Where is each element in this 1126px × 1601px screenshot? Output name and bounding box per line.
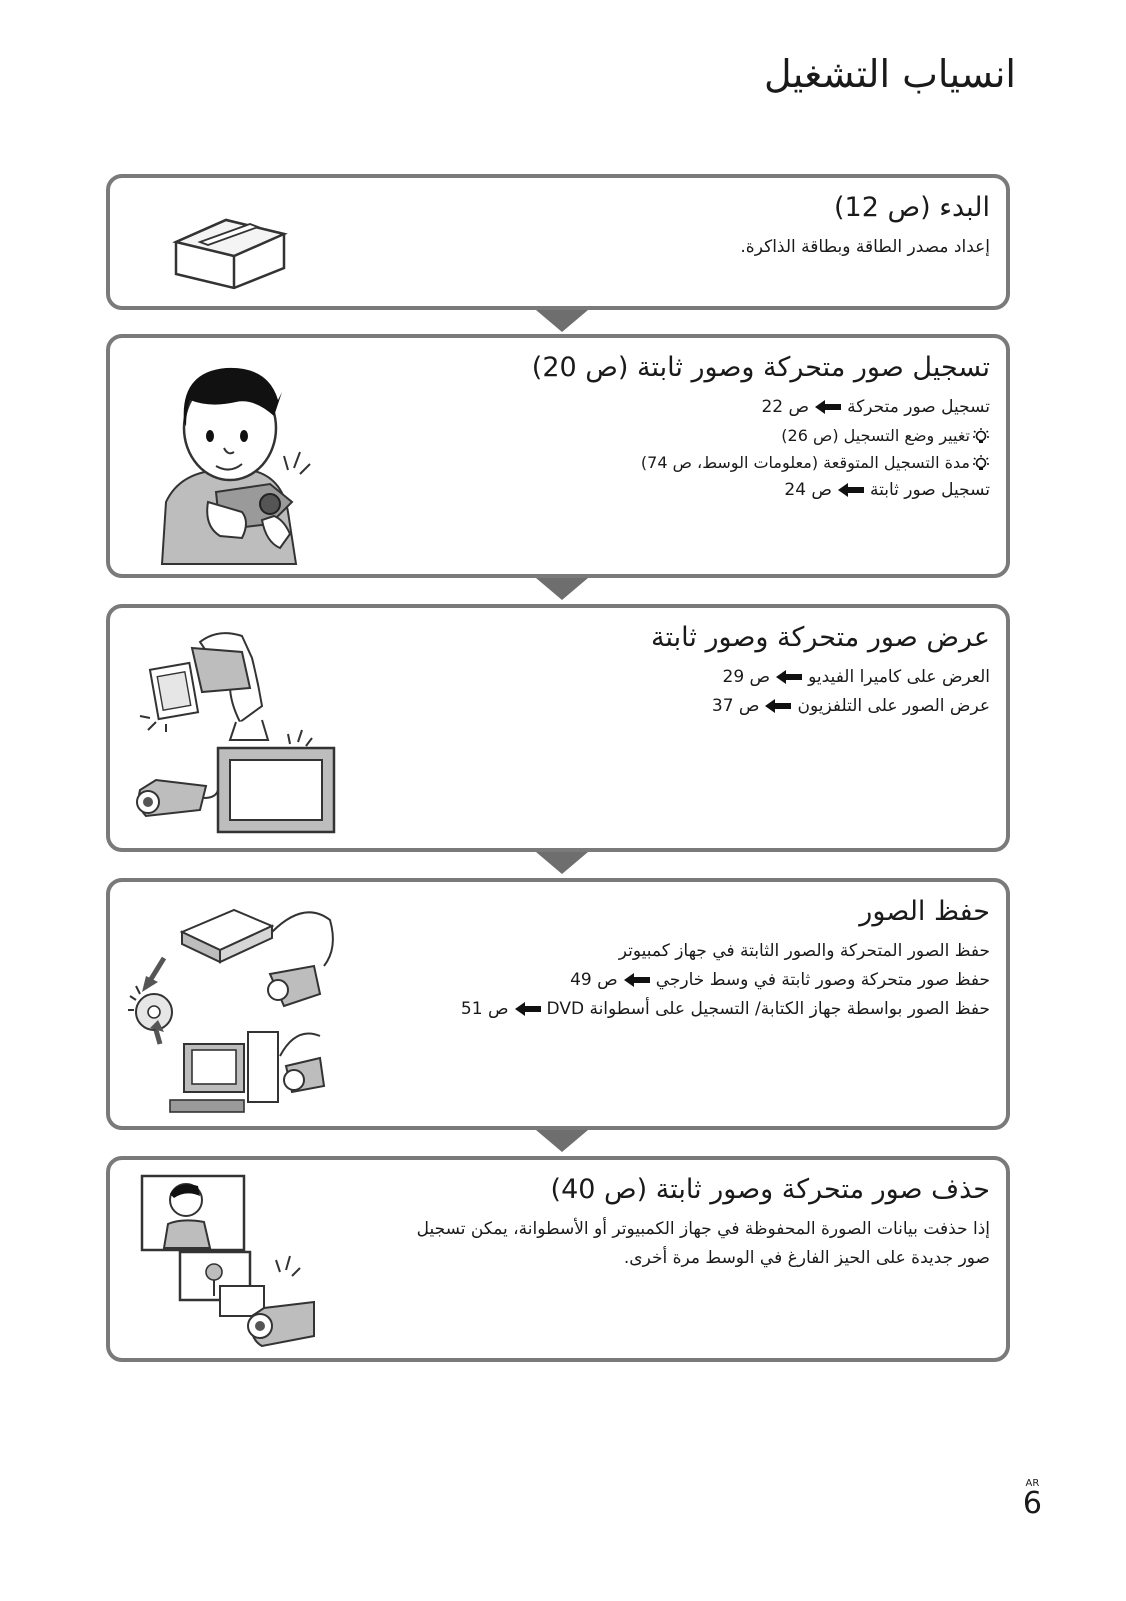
section-line: حفظ الصور بواسطة جهاز الكتابة/ التسجيل على أسطوانة DVDص 51: [460, 999, 990, 1019]
left-arrow-icon: [515, 1002, 541, 1016]
lightbulb-tip-icon: [972, 427, 990, 447]
section-heading: حذف صور متحركة وصور ثابتة (ص 40): [550, 1174, 990, 1205]
left-arrow-icon: [776, 670, 802, 684]
section-line: عرض الصور على التلفزيونص 37: [711, 696, 990, 716]
save-devices-icon: [124, 896, 344, 1114]
left-arrow-icon: [765, 699, 791, 713]
camcorder-tv-icon: [130, 622, 340, 838]
left-arrow-icon: [624, 973, 650, 987]
section-saving: [106, 878, 1010, 1130]
section-getting-started: [106, 174, 1010, 310]
section-viewing: [106, 604, 1010, 852]
page-title: انسياب التشغيل: [763, 52, 1016, 96]
section-line: العرض على كاميرا الفيديوص 29: [722, 667, 990, 687]
flow-arrow: [536, 578, 588, 600]
section-line: تسجيل صور ثابتةص 24: [784, 480, 990, 500]
section-line: تغيير وضع التسجيل (ص 26): [532, 422, 990, 449]
section-heading: حفظ الصور: [859, 896, 990, 927]
flow-arrow: [536, 852, 588, 874]
section-heading: عرض صور متحركة وصور ثابتة: [651, 622, 990, 653]
left-arrow-icon: [815, 400, 841, 414]
page-number: [1023, 1478, 1042, 1519]
language-code: AR: [1025, 1478, 1040, 1489]
battery-icon: [166, 202, 296, 290]
section-line: إذا حذفت بيانات الصورة المحفوظة في جهاز الكمبيوتر أو الأسطوانة، يمكن تسجيل: [416, 1219, 990, 1239]
section-line: تسجيل صور متحركةص 22: [761, 397, 990, 417]
section-line: حفظ صور متحركة وصور ثابتة في وسط خارجيص 49: [570, 970, 990, 990]
flow-arrow: [536, 310, 588, 332]
lightbulb-tip-icon: [972, 454, 990, 474]
section-heading: تسجيل صور متحركة وصور ثابتة (ص 20): [531, 352, 990, 383]
delete-photos-icon: [138, 1172, 338, 1352]
section-line: إعداد مصدر الطاقة وبطاقة الذاكرة.: [740, 237, 990, 257]
page-number-value: 6: [1022, 1486, 1042, 1521]
section-line: مدة التسجيل المتوقعة (معلومات الوسط، ص 74): [532, 449, 990, 476]
person-camcorder-icon: [150, 352, 320, 566]
section-heading: البدء (ص 12): [834, 192, 990, 223]
section-line: حفظ الصور المتحركة والصور الثابتة في جهاز كمبيوتر: [618, 941, 990, 961]
flow-arrow: [536, 1130, 588, 1152]
section-deleting: [106, 1156, 1010, 1362]
left-arrow-icon: [838, 483, 864, 497]
section-line: صور جديدة على الحيز الفارغ في الوسط مرة أخرى.: [623, 1248, 990, 1268]
section-recording: [106, 334, 1010, 578]
